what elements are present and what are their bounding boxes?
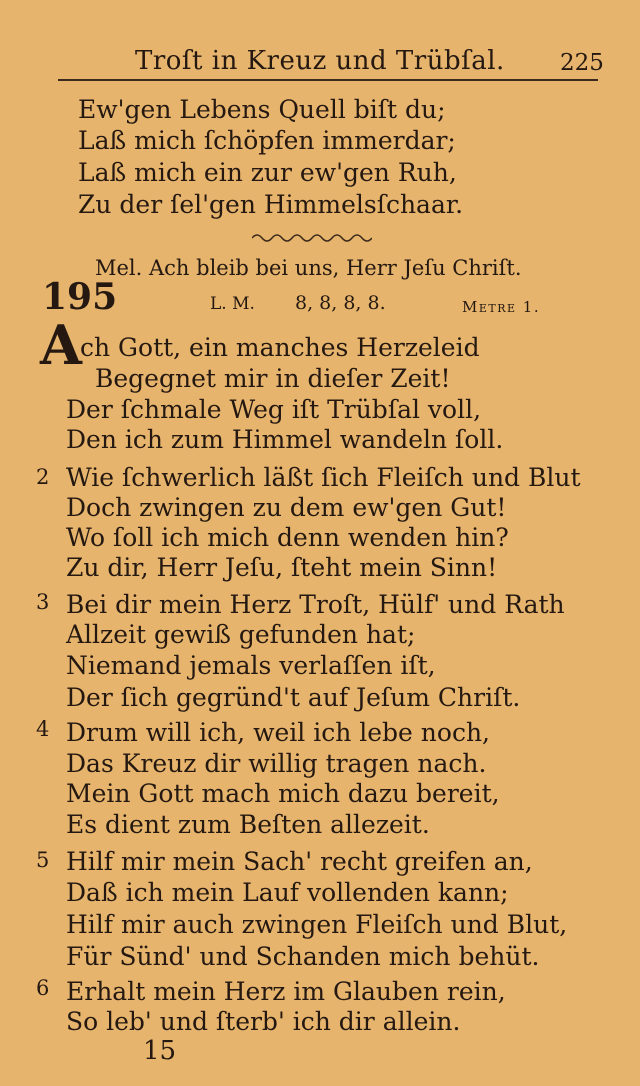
prev-stanza-line: Zu der ſel'gen Himmelsſchaar. [78, 190, 464, 219]
meter-label: L. M. [210, 294, 255, 314]
verse-line: Niemand jemals verlaſſen iſt, [66, 651, 436, 680]
hymn-number: 195 [42, 276, 118, 318]
page-number: 225 [560, 50, 604, 76]
verse-line: Das Kreuz dir willig tragen nach. [66, 749, 487, 778]
melody-line: Mel. Ach bleib bei uns, Herr Jeſu Chriſt. [95, 256, 522, 280]
verse-line: Hilf mir mein Sach' recht greifen an, [66, 847, 533, 876]
verse-line: Zu dir, Herr Jeſu, ſteht mein Sinn! [66, 553, 498, 582]
verse-line: Mein Gott mach mich dazu bereit, [66, 779, 500, 808]
verse-line: Drum will ich, weil ich lebe noch, [66, 718, 490, 747]
verse-line: Der ſich gegründ't auf Jeſum Chriſt. [66, 683, 521, 712]
stanza-number: 4 [36, 717, 50, 741]
verse-line: Den ich zum Himmel wandeln ſoll. [66, 425, 504, 454]
verse-line: So leb' und ſterb' ich dir allein. [66, 1007, 461, 1036]
verse-line: Begegnet mir in dieſer Zeit! [95, 364, 451, 393]
verse-line: ch Gott, ein manches Herzeleid [80, 333, 480, 362]
stanza-number: 2 [36, 465, 50, 489]
verse-line: Wo ſoll ich mich denn wenden hin? [66, 523, 509, 552]
stanza-number: 5 [36, 848, 50, 872]
verse-line: Allzeit gewiß gefunden hat; [66, 620, 416, 649]
header-rule [58, 79, 598, 81]
verse-line: Hilf mir auch zwingen Fleiſch und Blut, [66, 910, 568, 939]
verse-line: Für Sünd' und Schanden mich behüt. [66, 942, 540, 971]
printer-signature-mark: 15 [143, 1036, 177, 1066]
verse-line: Es dient zum Beſten allezeit. [66, 810, 430, 839]
verse-line: Der ſchmale Weg iſt Trübſal voll, [66, 395, 482, 424]
wave-ornament-divider [252, 231, 372, 245]
verse-line: Wie ſchwerlich läßt ſich Fleiſch und Blut [66, 463, 581, 492]
prev-stanza-line: Ew'gen Lebens Quell biſt du; [78, 95, 446, 124]
verse-line: Daß ich mein Lauf vollenden kann; [66, 878, 509, 907]
drop-cap-initial: A [40, 313, 82, 377]
prev-stanza-line: Laß mich ſchöpfen immerdar; [78, 126, 456, 155]
prev-stanza-line: Laß mich ein zur ew'gen Ruh, [78, 158, 457, 187]
verse-line: Doch zwingen zu dem ew'gen Gut! [66, 493, 507, 522]
stanza-number: 6 [36, 976, 50, 1000]
verse-line: Bei dir mein Herz Troſt, Hülf' und Rath [66, 590, 565, 619]
running-header-title: Troſt in Kreuz und Trübſal. [135, 46, 505, 76]
meter-numbers: 8, 8, 8, 8. [295, 292, 386, 314]
metre-label: Metre 1. [462, 298, 541, 316]
stanza-number: 3 [36, 590, 50, 614]
verse-line: Erhalt mein Herz im Glauben rein, [66, 977, 506, 1006]
